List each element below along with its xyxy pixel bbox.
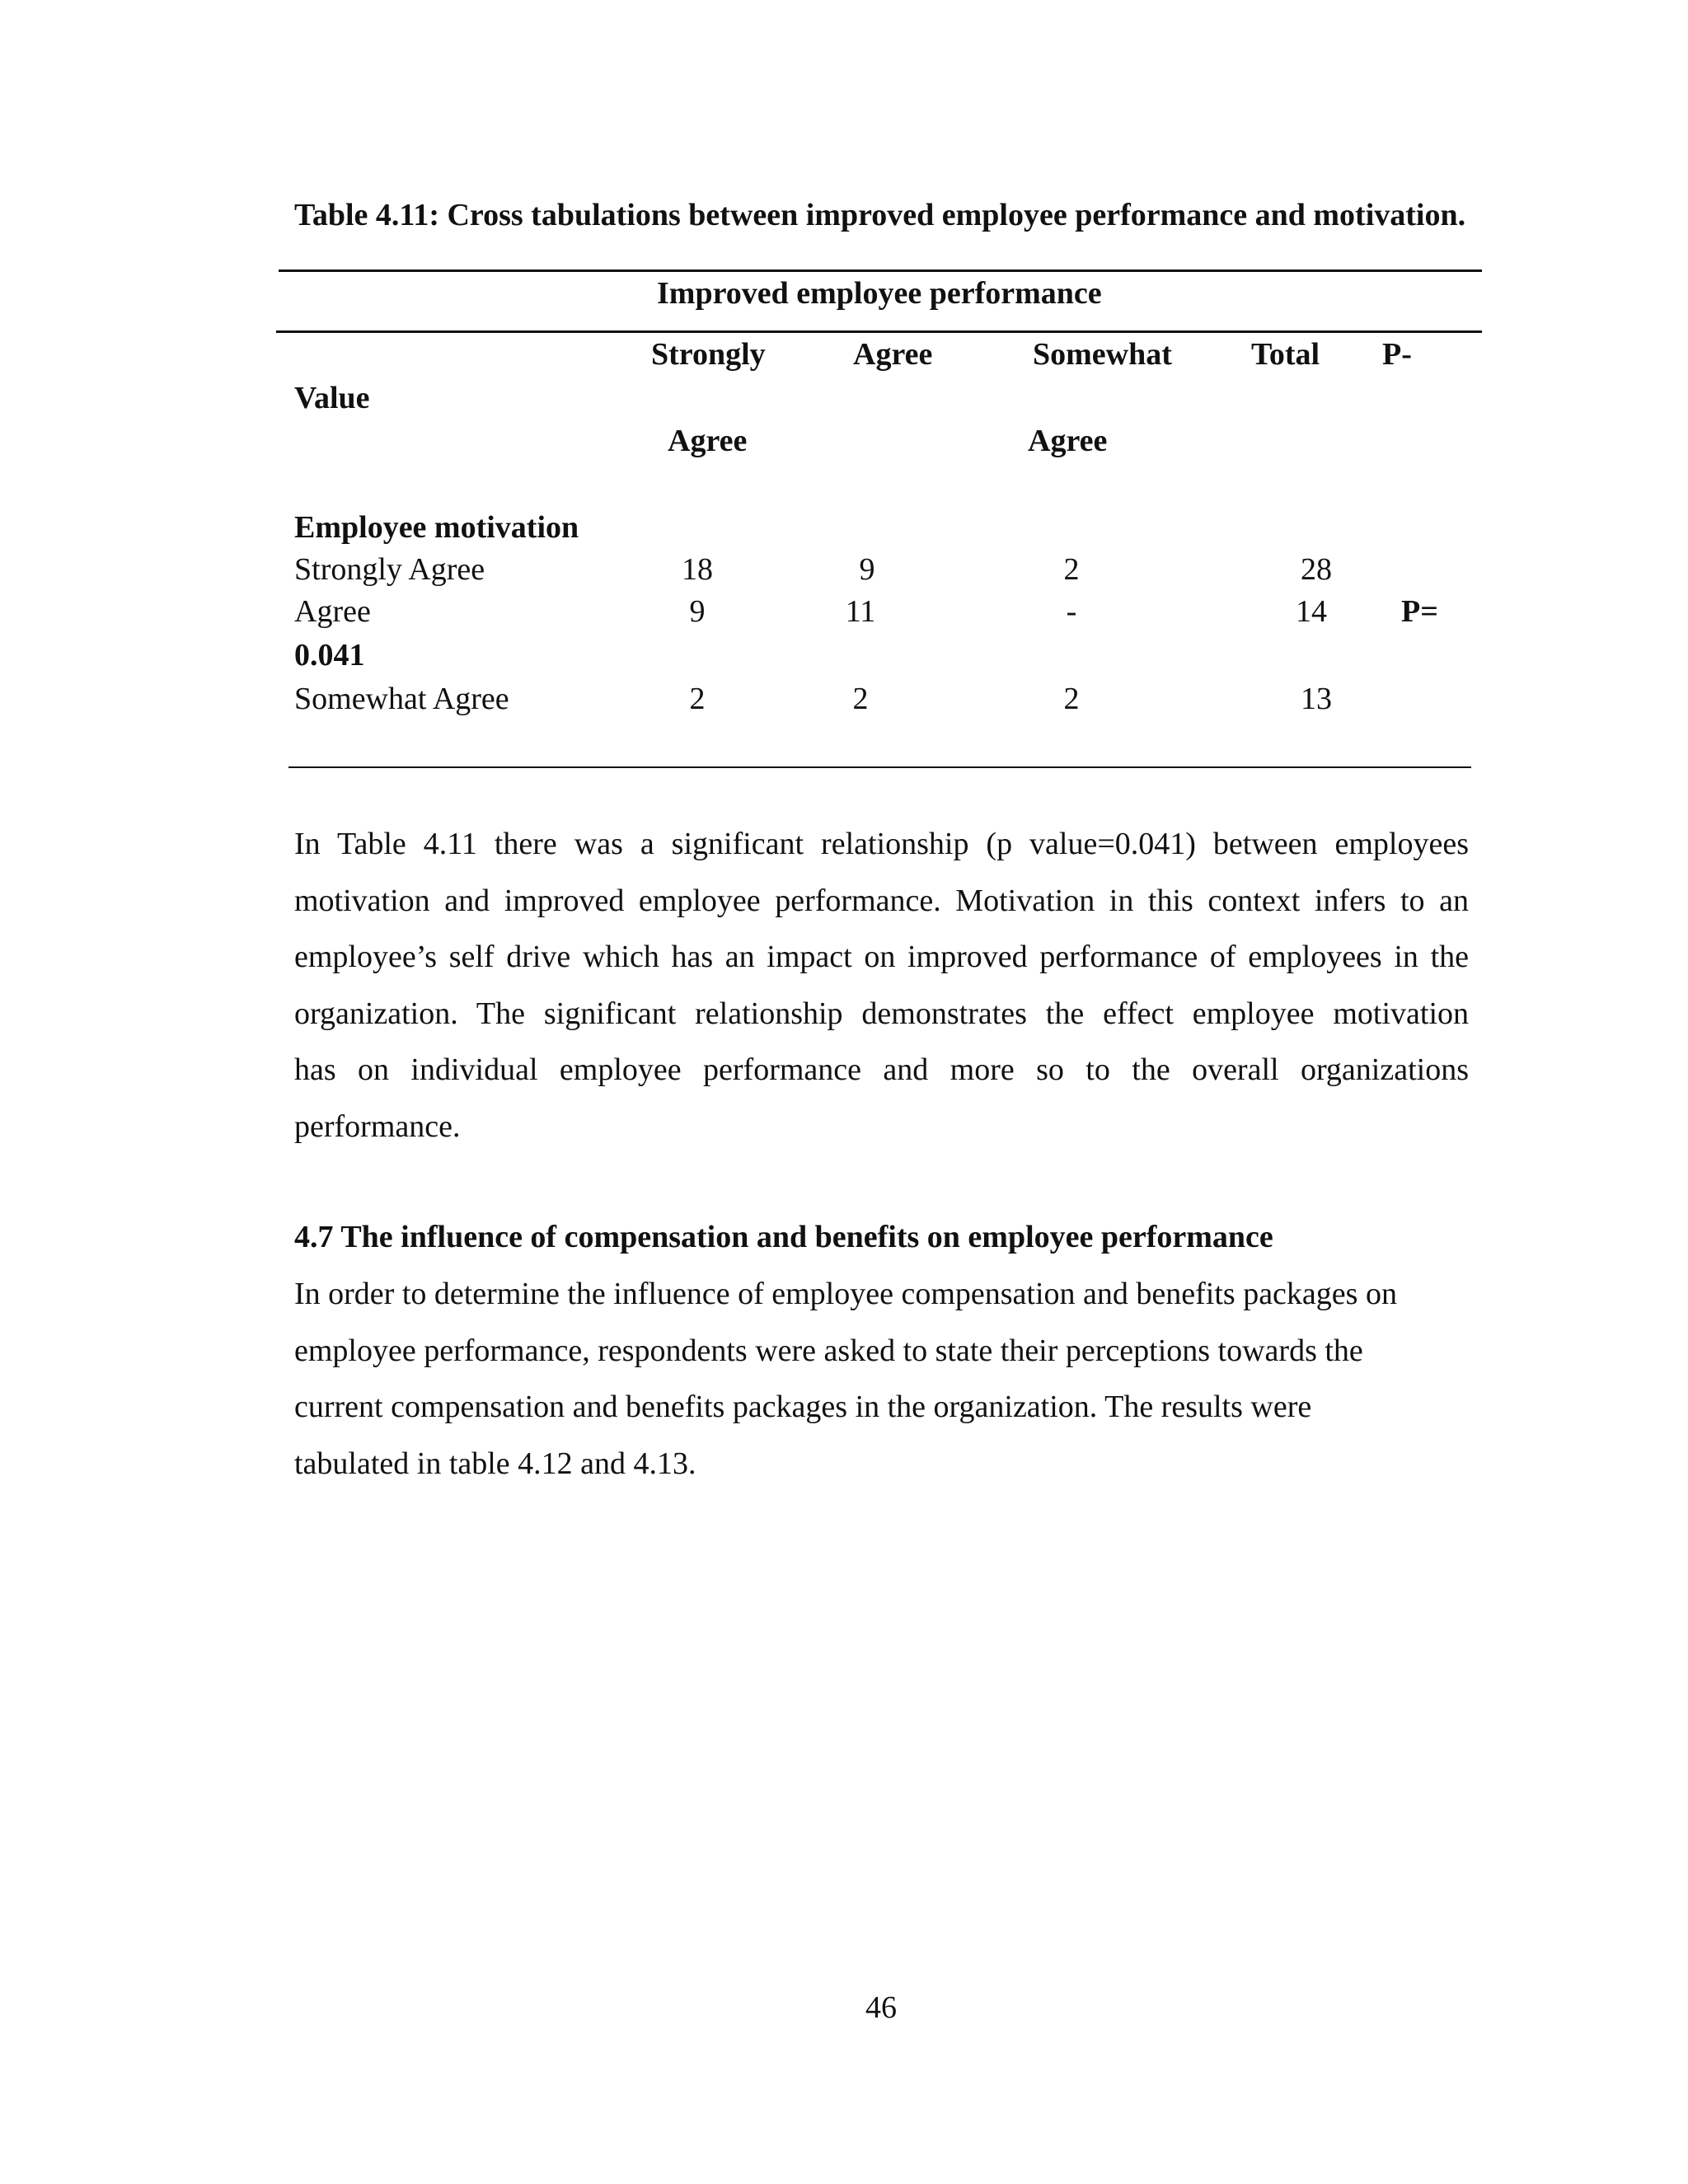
col-header-total: Total — [1251, 337, 1320, 372]
cell-r3-total: 13 — [1301, 682, 1332, 716]
row-label-agree: Agree — [294, 594, 371, 629]
cell-r3-agree: 2 — [852, 682, 869, 716]
paragraph-1-line: employee’s self drive which has an impact on improved performance of employees in the — [294, 940, 1469, 974]
cell-r1-total: 28 — [1301, 552, 1332, 587]
col-header-strongly: Strongly — [651, 337, 766, 372]
paragraph-1 — [294, 816, 1469, 1155]
cell-r1-agree: 9 — [859, 552, 875, 587]
cell-r2-somewhat-agree: - — [1066, 594, 1077, 629]
col-header-somewhat-agree: Agree — [1028, 424, 1108, 458]
row-label-strongly-agree: Strongly Agree — [294, 552, 485, 587]
paragraph-2 — [294, 1266, 1469, 1492]
paragraph-2-line: employee performance, respondents were asked to state their perceptions towards the — [294, 1333, 1363, 1368]
cell-r3-somewhat-agree: 2 — [1063, 682, 1080, 716]
paragraph-1-line: has on individual employee performance and more so to the overall organizations — [294, 1052, 1469, 1087]
col-header-somewhat: Somewhat — [1033, 337, 1172, 372]
col-header-strongly-agree: Agree — [668, 424, 748, 458]
cell-r2-p: P= — [1401, 594, 1438, 629]
row-group-label: Employee motivation — [294, 510, 579, 545]
table-caption: Table 4.11: Cross tabulations between improved employee performance and motivation. — [294, 198, 1466, 232]
paragraph-1-line: In Table 4.11 there was a significant relationship (p value=0.041) between employees — [294, 827, 1469, 861]
table-top-rule — [279, 269, 1482, 272]
table-bottom-rule — [288, 766, 1471, 768]
col-header-value: Value — [294, 381, 370, 415]
col-header-agree: Agree — [853, 337, 933, 372]
p-value: 0.041 — [294, 638, 365, 673]
paragraph-2-line: In order to determine the influence of employee compensation and benefits packages on — [294, 1277, 1397, 1311]
col-header-p: P- — [1382, 337, 1412, 372]
table-header-rule — [276, 330, 1482, 333]
paragraph-1-line: organization. The significant relationship demonstrates the effect employee motivation — [294, 996, 1469, 1031]
row-label-somewhat-agree: Somewhat Agree — [294, 682, 509, 716]
section-heading: 4.7 The influence of compensation and benefits on employee performance — [294, 1220, 1273, 1254]
paragraph-1-line: performance. — [294, 1108, 461, 1144]
cell-r1-strongly-agree: 18 — [682, 552, 713, 587]
cell-r2-total: 14 — [1296, 594, 1327, 629]
cell-r1-somewhat-agree: 2 — [1063, 552, 1080, 587]
table-group-header: Improved employee performance — [657, 276, 1102, 311]
cell-r2-agree: 11 — [845, 594, 876, 629]
cell-r3-strongly-agree: 2 — [689, 682, 706, 716]
paragraph-2-line: current compensation and benefits packages in the organization. The results were — [294, 1390, 1312, 1424]
paragraph-1-line: motivation and improved employee performance. Motivation in this context infers to an — [294, 883, 1469, 918]
page-number: 46 — [865, 1990, 897, 2025]
cell-r2-strongly-agree: 9 — [689, 594, 706, 629]
paragraph-2-line: tabulated in table 4.12 and 4.13. — [294, 1446, 696, 1481]
